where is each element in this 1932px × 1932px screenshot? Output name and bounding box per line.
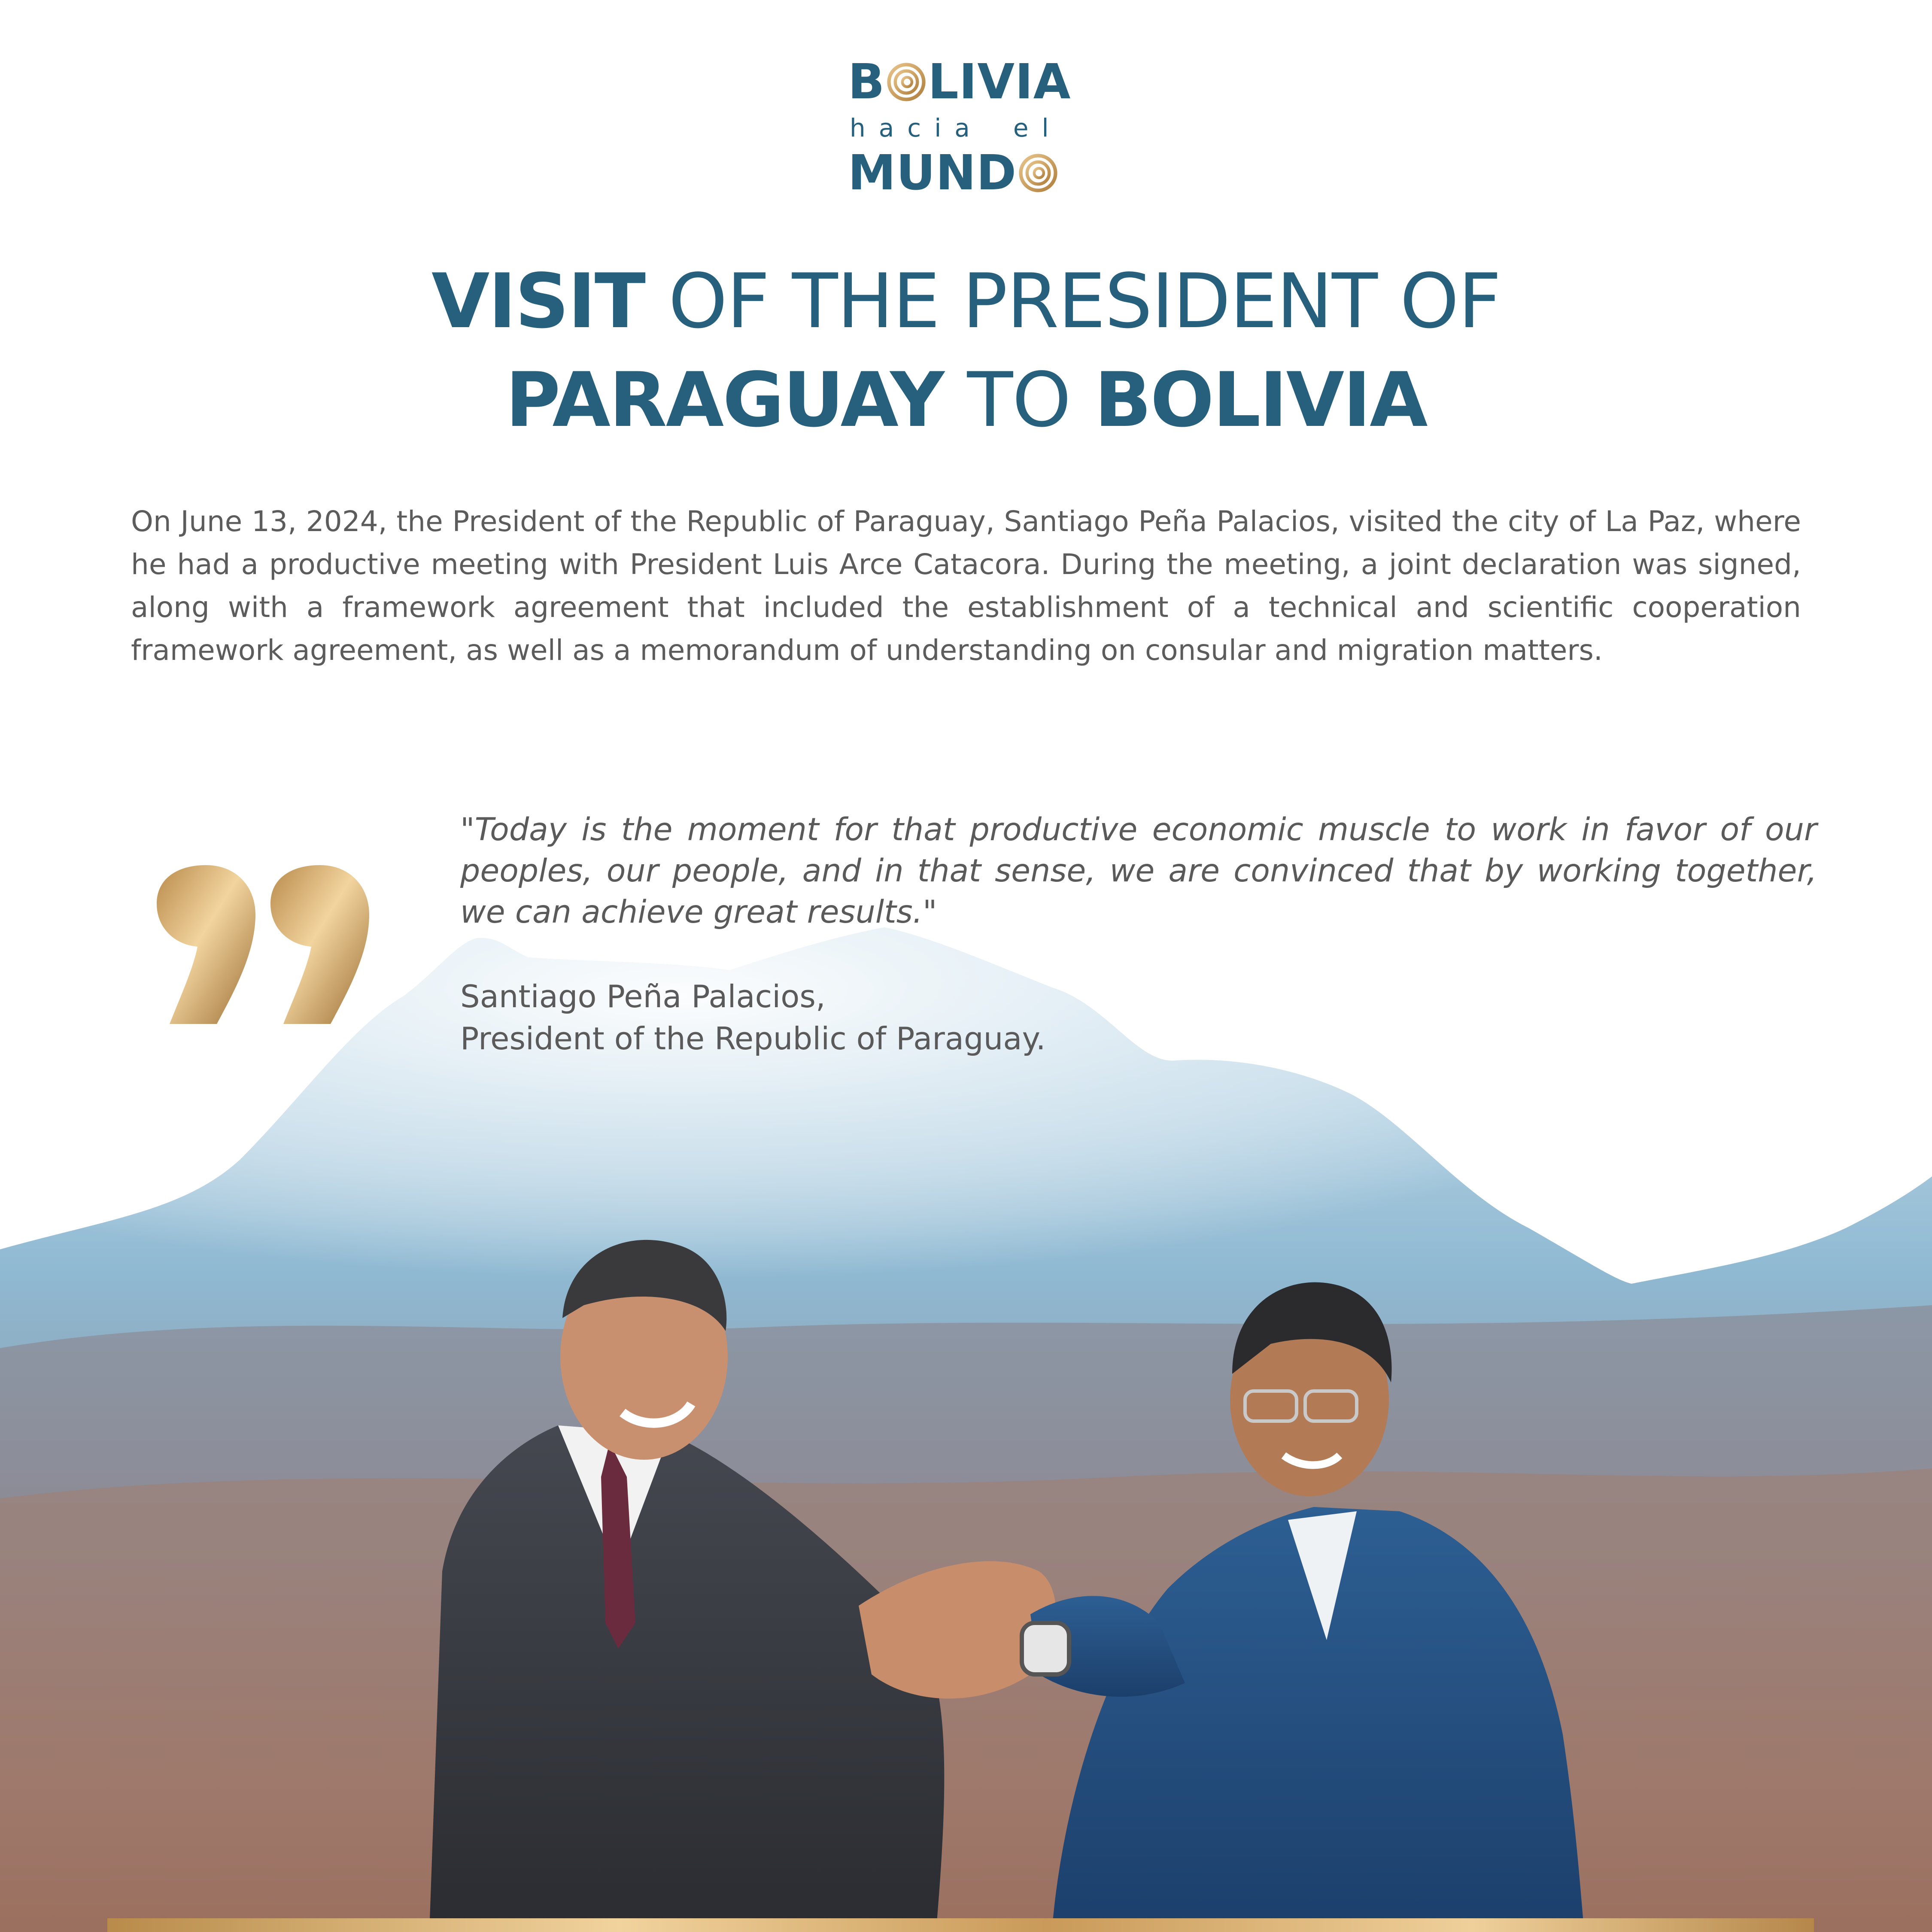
quote-author-name: Santiago Peña Palacios, <box>460 978 826 1015</box>
quote-author-title: President of the Republic of Paraguay. <box>460 1021 1046 1057</box>
logo-letter-b: B <box>848 54 885 110</box>
spiral-icon <box>887 62 926 102</box>
title-paraguay: PARAGUAY <box>505 357 943 444</box>
logo-line-bolivia <box>848 54 1071 110</box>
bottom-gold-strip <box>107 1918 1814 1932</box>
title-of-the-president-of: OF THE PRESIDENT OF <box>668 258 1501 345</box>
intro-paragraph: On June 13, 2024, the President of the Republic of Paraguay, Santiago Peña Palacios, visited the city of La Paz, where he had a productive meeting with President Luis Arce Catacora. During the meeting, a joint declaration was signed, along with a framework agreement that included the establishment of a technical and scientific cooperation framework agreement, as well as a memorandum of understanding on consular and migration matters. <box>131 505 1801 667</box>
title-bolivia: BOLIVIA <box>1094 357 1427 444</box>
presidents-handshake-photo <box>0 919 1932 1932</box>
quote-author <box>460 975 1046 1060</box>
logo-word-hacia: hacia <box>850 113 983 143</box>
bolivia-hacia-el-mundo-logo <box>848 54 1071 201</box>
quotation-mark-icon <box>152 863 376 1026</box>
page-title-line-1 <box>0 258 1932 345</box>
logo-line-mundo <box>848 145 1071 201</box>
logo-word-el: el <box>1013 113 1062 143</box>
logo-line-hacia-el <box>850 113 1071 143</box>
title-to: TO <box>967 357 1071 444</box>
quote-text: "Today is the moment for that productive economic muscle to work in favor of our peoples, our people, and in that sense, we are convinced that by working together, we can achieve great results." <box>460 811 1817 930</box>
logo-letters-mund: MUND <box>848 145 1017 201</box>
title-visit: VISIT <box>431 258 645 345</box>
page-title-line-2 <box>0 357 1932 444</box>
spiral-icon <box>1018 153 1058 193</box>
logo-letters-livia: LIVIA <box>928 54 1071 110</box>
